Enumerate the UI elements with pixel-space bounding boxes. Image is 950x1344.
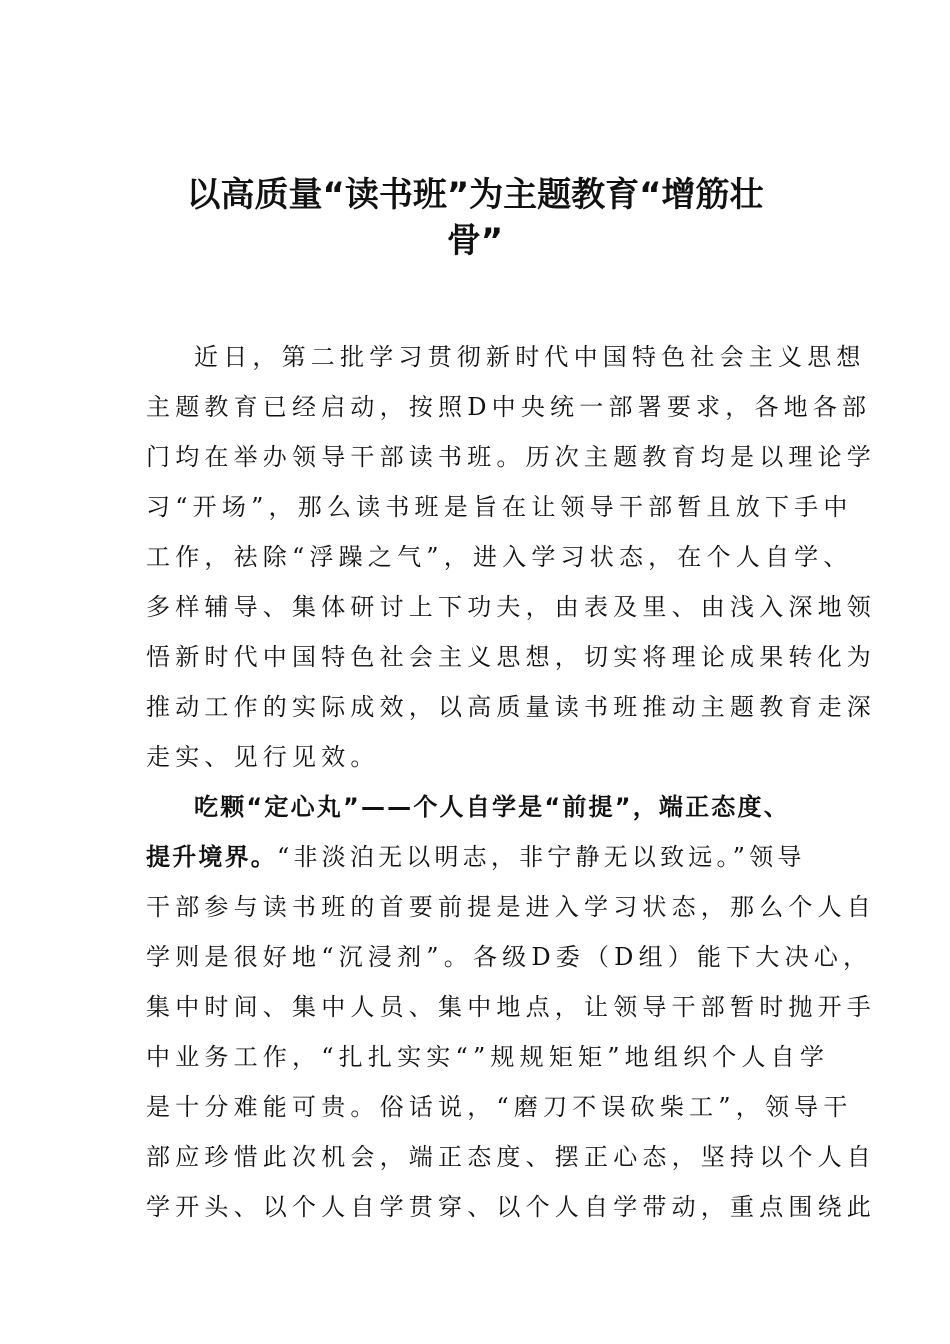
quotation-text: “非淡泊无以明志，非宁静无以致远。”领导: [277, 843, 806, 871]
paragraph-1-line: 习“开场”，那么读书班是旨在让领导干部暂且放下手中: [146, 493, 853, 521]
paragraph-2-line: 集中时间、集中人员、集中地点，让领导干部暂时抛开手: [146, 993, 876, 1021]
paragraph-1-line: 门均在举办领导干部读书班。历次主题教育均是以理论学: [146, 443, 876, 471]
paragraph-2-line: 干部参与读书班的首要前提是进入学习状态，那么个人自: [146, 893, 876, 921]
paragraph-2-line: 学则是很好地“沉浸剂”。各级D委（D组）能下大决心，: [146, 943, 873, 971]
paragraph-1-line: 工作，祛除“浮躁之气”，进入学习状态，在个人自学、: [146, 543, 853, 571]
paragraph-2-line: 部应珍惜此次机会，端正态度、摆正心态，坚持以个人自: [146, 1143, 876, 1171]
paragraph-1-line: 主题教育已经启动，按照D中央统一部署要求，各地各部: [146, 393, 872, 421]
document-body: [146, 332, 876, 1232]
paragraph-1-line: 悟新时代中国特色社会主义思想，切实将理论成果转化为: [146, 643, 876, 671]
paragraph-2-line: 中业务工作，“扎扎实实“”规规矩矩”地组织个人自学: [146, 1043, 830, 1071]
section-heading-end: 提升境界。: [146, 843, 277, 871]
paragraph-1-line: 推动工作的实际成效，以高质量读书班推动主题教育走深: [146, 693, 876, 721]
paragraph-1-line: 走实、见行见效。: [146, 743, 380, 771]
paragraph-2-line: 是十分难能可贵。俗话说，“磨刀不误砍柴工”，领导干: [146, 1093, 853, 1121]
section-heading-line: 吃颗“定心丸”——个人自学是“前提”，端正态度、: [194, 793, 790, 821]
title-line-1: 以高质量“读书班”为主题教育“增筋壮: [186, 175, 764, 215]
paragraph-2-first-line: [146, 832, 826, 882]
document-title: [130, 172, 820, 264]
paragraph-2-line: 学开头、以个人自学贯穿、以个人自学带动，重点围绕此: [146, 1193, 876, 1221]
paragraph-1-line: 近日，第二批学习贯彻新时代中国特色社会主义思想: [194, 343, 866, 371]
title-line-2: 骨”: [446, 221, 504, 261]
paragraph-1-line: 多样辅导、集体研讨上下功夫，由表及里、由浅入深地领: [146, 593, 876, 621]
